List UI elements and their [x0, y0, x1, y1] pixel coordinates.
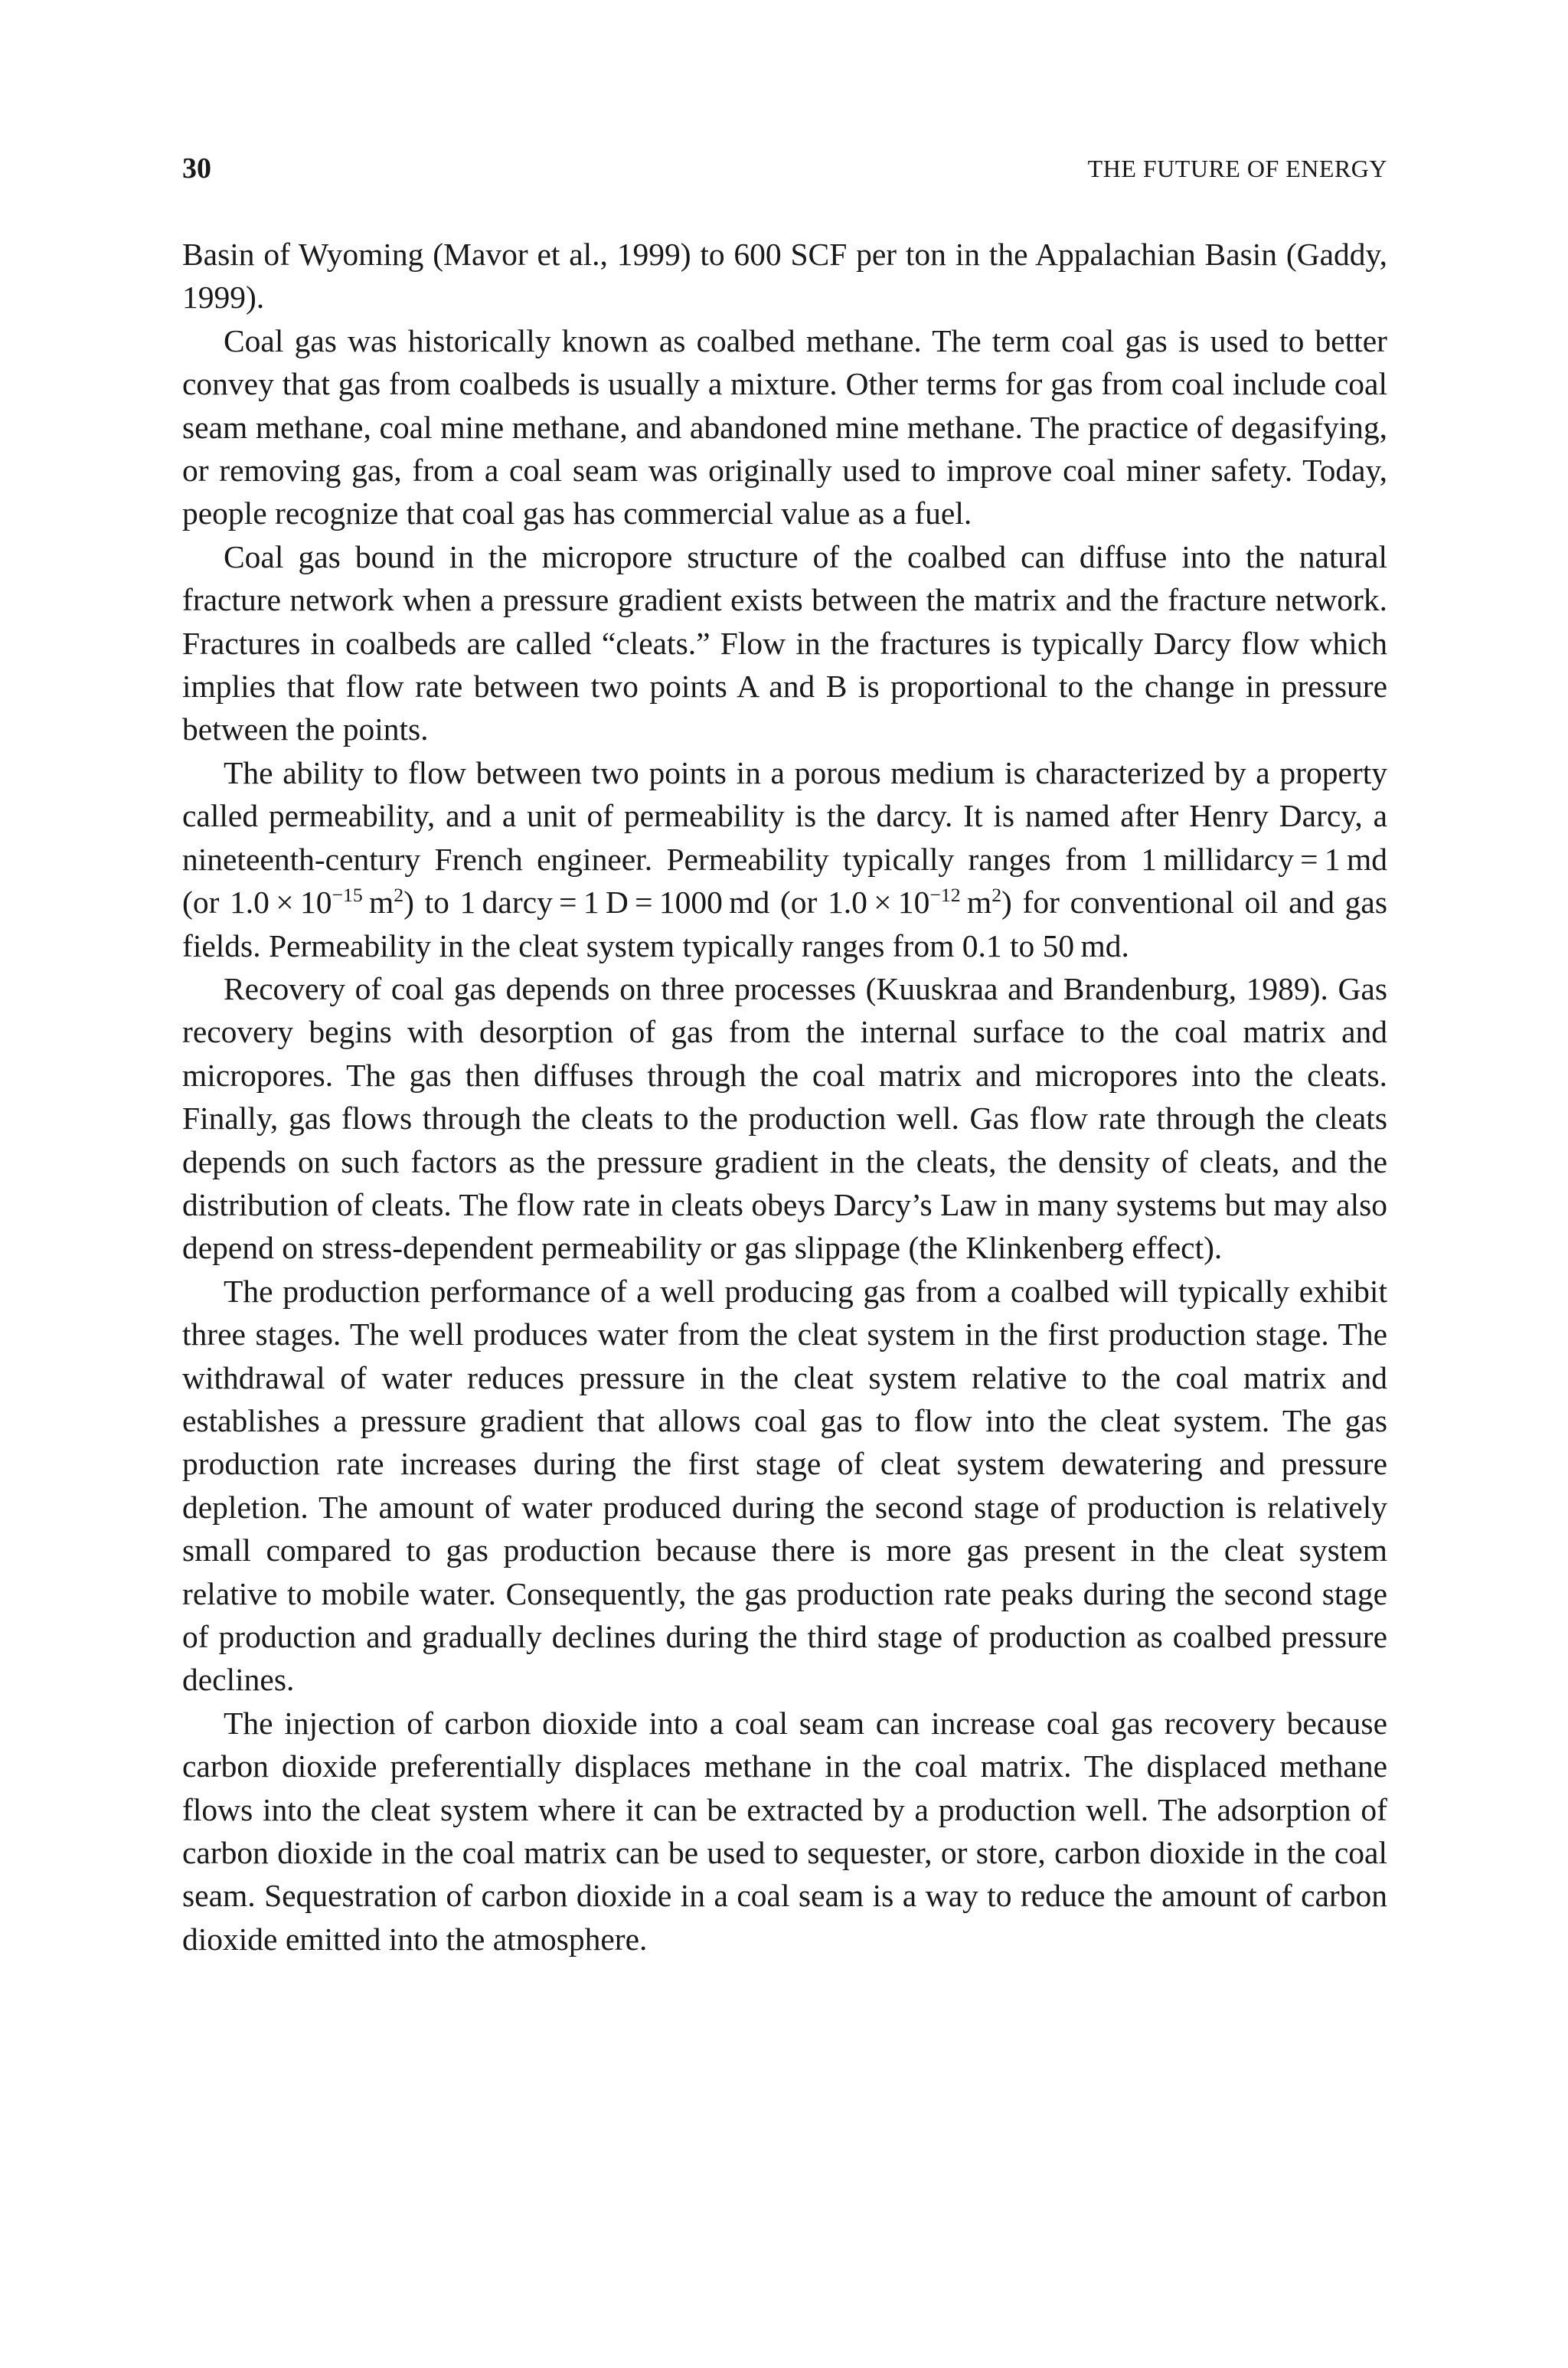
- paragraph-co2-injection: The injection of carbon dioxide into a coal seam can increase coal gas recovery because carbon dioxide preferentially displaces methane in the coal matrix. The displaced methane flows into the cleat system where it can be extracted by a production well. The adsorption of carbon dioxide in the coal matrix can be used to sequester, or store, carbon dioxide in the coal seam. Sequestration of carbon dioxide in a coal seam is a way to reduce the amount of carbon dioxide emitted into the atmosphere.: [182, 1705, 1387, 1957]
- exponent: 2: [991, 884, 1002, 907]
- text-run: m: [362, 885, 394, 921]
- paragraph-permeability: [182, 751, 1387, 967]
- paragraph-production-stages: The production performance of a well producing gas from a coalbed will typically exhibit three stages. The well produces water from the cleat system in the first production stage. The withdrawal of water reduces pressure in the cleat system relative to the coal matrix and establishes a pressure gradient that allows coal gas to flow into the cleat system. The gas production rate increases during the first stage of cleat system dewatering and pressure depletion. The amount of water produced during the second stage of production is relatively small compared to gas production because there is more gas present in the cleat system relative to mobile water. Consequently, the gas production rate peaks during the second stage of production and gradually declines during the third stage of production as coalbed pressure declines.: [182, 1273, 1387, 1698]
- paragraph-coal-gas-terms: Coal gas was historically known as coalbed methane. The term coal gas is used to better convey that gas from coalbeds is usually a mixture. Other terms for gas from coal include coal seam methane, coal mine methane, and abandoned mine methane. The practice of degasifying, or removing gas, from a coal seam was originally used to improve coal miner safety. Today, people recognize that coal gas has commercial value as a fuel.: [182, 322, 1387, 531]
- paragraph-recovery-processes: Recovery of coal gas depends on three processes (Kuuskraa and Brandenburg, 1989). Gas recovery begins with desorption of gas from the internal surface to the coal matrix and micropores. The gas then diffuses through the coal matrix and micropores into the cleats. Finally, gas flows through the cleats to the production well. Gas flow rate through the cleats depends on such factors as the pressure gradient in the cleats, the density of cleats, and the distribution of cleats. The flow rate in cleats obeys Darcy’s Law in many systems but may also depend on stress-dependent permeability or gas slippage (the Klinkenberg effect).: [182, 970, 1387, 1266]
- running-title: THE FUTURE OF ENERGY: [1087, 155, 1387, 182]
- text-run: ) for conventional oil and gas fields. Permeability in the cleat system typically ranges from 0.1 to 50 md.: [182, 885, 1388, 963]
- paragraph-continued: Basin of Wyoming (Mavor et al., 1999) to 600 SCF per ton in the Appalachian Basin (Gaddy, 1999).: [182, 237, 1387, 316]
- exponent: −15: [332, 884, 363, 907]
- body-text: [182, 233, 1387, 1961]
- text-run: m: [960, 885, 992, 921]
- text-run: The ability to flow between two points in a porous medium is characterized by a property called permeability, and a unit of permeability is the darcy. It is named after Henry Darcy, a nineteenth-century French engineer. Permeability typically ranges from 1 millidarcy = 1 md (or 1.0 × 10: [182, 754, 1387, 921]
- text-run: ) to 1 darcy = 1 D = 1000 md (or 1.0 × 10: [403, 885, 930, 921]
- running-head: [182, 152, 1387, 195]
- page-number: 30: [182, 152, 211, 185]
- exponent: −12: [929, 884, 961, 907]
- paragraph-cleats: Coal gas bound in the micropore structure of the coalbed can diffuse into the natural fracture network when a pressure gradient exists between the matrix and the fracture network. Fractures in coalbeds are called “cleats.” Flow in the fractures is typically Darcy flow which implies that flow rate between two points A and B is proportional to the change in pressure between the points.: [182, 538, 1387, 747]
- exponent: 2: [394, 884, 404, 907]
